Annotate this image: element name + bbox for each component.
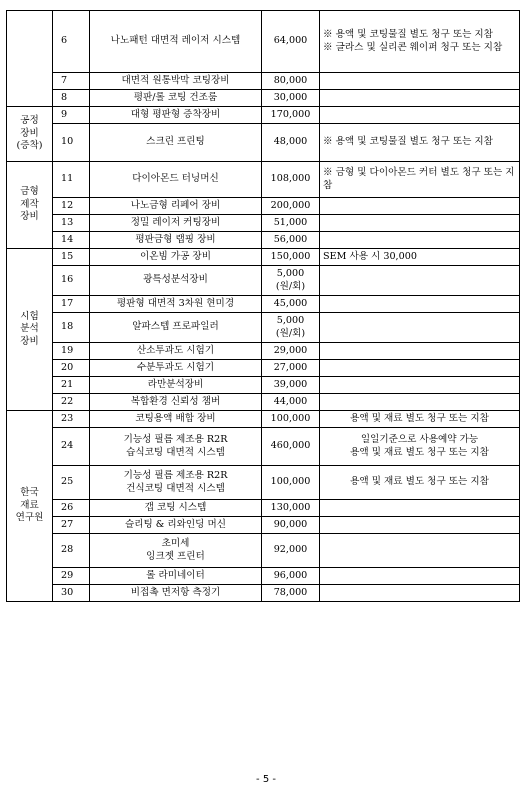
table-row	[7, 249, 520, 266]
remark	[320, 377, 520, 394]
usage-fee	[262, 534, 320, 568]
usage-fee	[262, 360, 320, 377]
page-number: - 5 -	[256, 774, 276, 785]
category-label: 공정	[20, 115, 39, 127]
equipment-name-text: 평판/롤 코팅 건조룸	[133, 91, 218, 103]
remark	[320, 249, 520, 266]
equipment-name-text: 건식코팅 대면적 시스템	[126, 482, 225, 494]
equipment-name-text: 기능성 필름 제조용 R2R	[123, 434, 228, 446]
remark-text: 일일기준으로 사용예약 가능	[360, 434, 479, 446]
equipment-name	[90, 198, 262, 215]
usage-fee	[262, 296, 320, 313]
row-number	[53, 534, 90, 568]
row-number	[53, 107, 90, 124]
equipment-name	[90, 377, 262, 394]
remark	[320, 73, 520, 90]
remark-text: SEM 사용 시 30,000	[323, 250, 417, 262]
row-number-text: 30	[61, 586, 74, 598]
equipment-name	[90, 313, 262, 343]
equipment-name-text: 코팅용액 배합 장비	[135, 412, 216, 424]
remark-text: ※ 금형 및 다이아몬드 커터 별도 청구 또는 지참	[323, 167, 515, 191]
remark	[320, 124, 520, 162]
remark	[320, 534, 520, 568]
usage-fee-text: 51,000	[273, 216, 308, 228]
category-cell	[7, 11, 53, 107]
equipment-name	[90, 466, 262, 500]
equipment-fee-table	[6, 10, 520, 602]
equipment-name-text: 평판금형 랩핑 장비	[135, 233, 216, 245]
table-row	[7, 215, 520, 232]
equipment-name	[90, 266, 262, 296]
table-row	[7, 517, 520, 534]
row-number-text: 22	[61, 395, 74, 407]
remark	[320, 162, 520, 198]
equipment-name	[90, 124, 262, 162]
equipment-name-text: 평판형 대면적 3차원 현미경	[116, 297, 235, 309]
table-row	[7, 11, 520, 73]
row-number-text: 20	[61, 361, 74, 373]
remark	[320, 107, 520, 124]
row-number	[53, 500, 90, 517]
row-number	[53, 343, 90, 360]
equipment-name-text: 라만분석장비	[147, 378, 204, 390]
equipment-name	[90, 568, 262, 585]
row-number	[53, 124, 90, 162]
remark	[320, 428, 520, 466]
usage-fee	[262, 394, 320, 411]
row-number-text: 15	[61, 250, 74, 262]
table-row	[7, 377, 520, 394]
category-cell	[7, 107, 53, 162]
usage-fee	[262, 249, 320, 266]
usage-fee-text: 29,000	[273, 344, 308, 356]
usage-fee-text: 150,000	[270, 250, 311, 262]
category-label: 재료	[20, 499, 39, 511]
usage-fee-text: 90,000	[273, 518, 308, 530]
usage-fee-text: 96,000	[273, 569, 308, 581]
row-number	[53, 215, 90, 232]
row-number-text: 6	[61, 35, 68, 47]
category-cell	[7, 249, 53, 411]
remark	[320, 266, 520, 296]
remark	[320, 585, 520, 602]
row-number	[53, 377, 90, 394]
row-number	[53, 428, 90, 466]
usage-fee-text: 92,000	[273, 544, 308, 556]
row-number-text: 11	[61, 173, 74, 185]
remark-text: ※ 용액 및 코팅물질 별도 청구 또는 지참	[323, 29, 493, 41]
table-row	[7, 394, 520, 411]
row-number-text: 10	[61, 136, 74, 148]
remark	[320, 90, 520, 107]
category-label: 제작	[20, 198, 39, 210]
remark-text: 용액 및 재료 별도 청구 또는 지참	[350, 446, 489, 458]
table-row	[7, 534, 520, 568]
usage-fee	[262, 107, 320, 124]
category-cell	[7, 162, 53, 249]
row-number	[53, 466, 90, 500]
usage-fee-text: 80,000	[273, 74, 308, 86]
equipment-name	[90, 296, 262, 313]
table-row	[7, 343, 520, 360]
usage-fee-text: 30,000	[273, 91, 308, 103]
equipment-name	[90, 90, 262, 107]
row-number	[53, 198, 90, 215]
equipment-name-text: 초미세	[161, 538, 190, 550]
remark	[320, 466, 520, 500]
usage-fee	[262, 266, 320, 296]
table-row	[7, 124, 520, 162]
row-number	[53, 232, 90, 249]
usage-fee	[262, 428, 320, 466]
usage-fee-text: 45,000	[273, 297, 308, 309]
table-row	[7, 360, 520, 377]
row-number	[53, 249, 90, 266]
row-number	[53, 296, 90, 313]
equipment-name-text: 기능성 필름 제조용 R2R	[123, 470, 228, 482]
usage-fee-text: 100,000	[270, 412, 311, 424]
category-label: 장비	[20, 335, 39, 347]
remark	[320, 296, 520, 313]
row-number	[53, 568, 90, 585]
row-number-text: 21	[61, 378, 74, 390]
category-cell	[7, 411, 53, 602]
equipment-name-text: 수분투과도 시험기	[136, 361, 215, 373]
equipment-name-text: 정밀 레이저 커팅장비	[130, 216, 221, 228]
row-number-text: 29	[61, 569, 74, 581]
usage-fee	[262, 343, 320, 360]
usage-fee-text: 100,000	[270, 476, 311, 488]
table-row	[7, 296, 520, 313]
equipment-name	[90, 394, 262, 411]
usage-fee-text: 170,000	[270, 108, 311, 120]
remark	[320, 500, 520, 517]
usage-fee-text: 64,000	[273, 35, 308, 47]
usage-fee	[262, 232, 320, 249]
row-number-text: 23	[61, 412, 74, 424]
row-number	[53, 394, 90, 411]
usage-fee-text: 5,000	[276, 268, 305, 280]
category-label: (증착)	[16, 140, 43, 152]
remark	[320, 394, 520, 411]
row-number-text: 7	[61, 74, 68, 86]
usage-fee	[262, 215, 320, 232]
usage-fee	[262, 568, 320, 585]
row-number-text: 14	[61, 233, 74, 245]
row-number-text: 25	[61, 476, 74, 488]
equipment-name	[90, 249, 262, 266]
category-label: 한국	[20, 487, 39, 499]
row-number	[53, 411, 90, 428]
equipment-name-text: 롤 라미네이터	[146, 569, 205, 581]
row-number	[53, 360, 90, 377]
usage-fee-text: 56,000	[273, 233, 308, 245]
remark	[320, 360, 520, 377]
row-number	[53, 73, 90, 90]
category-label: 금형	[20, 186, 39, 198]
table-row	[7, 162, 520, 198]
equipment-name-text: 대면적 원통박막 코팅장비	[121, 74, 230, 86]
equipment-name-text: 다이아몬드 터닝머신	[132, 173, 219, 185]
table-row	[7, 232, 520, 249]
usage-fee-text: 200,000	[270, 199, 311, 211]
remark-text: 용액 및 재료 별도 청구 또는 지참	[350, 412, 489, 424]
usage-fee	[262, 517, 320, 534]
row-number-text: 24	[61, 440, 74, 452]
row-number-text: 19	[61, 344, 74, 356]
usage-fee-text: 39,000	[273, 378, 308, 390]
equipment-name	[90, 162, 262, 198]
row-number	[53, 313, 90, 343]
row-number-text: 9	[61, 108, 68, 120]
remark	[320, 411, 520, 428]
row-number-text: 16	[61, 274, 74, 286]
table-row	[7, 90, 520, 107]
usage-fee-text: 27,000	[273, 361, 308, 373]
equipment-name-text: 나노패턴 대면적 레이저 시스템	[110, 35, 241, 47]
row-number	[53, 90, 90, 107]
usage-fee-text: 44,000	[273, 395, 308, 407]
row-number	[53, 266, 90, 296]
usage-fee-text: 108,000	[270, 173, 311, 185]
usage-fee-text: (원/회)	[275, 327, 306, 339]
equipment-name	[90, 500, 262, 517]
category-label: 연구원	[15, 512, 44, 524]
equipment-name	[90, 411, 262, 428]
equipment-name-text: 광특성분석장비	[143, 274, 208, 286]
table-row	[7, 266, 520, 296]
usage-fee	[262, 73, 320, 90]
equipment-name	[90, 360, 262, 377]
usage-fee-text: 5,000	[276, 315, 305, 327]
equipment-name	[90, 73, 262, 90]
equipment-name-text: 갭 코팅 시스템	[144, 501, 207, 513]
equipment-name	[90, 517, 262, 534]
row-number-text: 8	[61, 91, 68, 103]
category-label: 분석	[20, 323, 39, 335]
usage-fee-text: 48,000	[273, 136, 308, 148]
row-number-text: 28	[61, 544, 74, 556]
row-number-text: 17	[61, 297, 74, 309]
category-label: 장비	[20, 211, 39, 223]
usage-fee	[262, 500, 320, 517]
category-label: 시험	[20, 310, 39, 322]
remark	[320, 11, 520, 73]
table-row	[7, 313, 520, 343]
usage-fee	[262, 585, 320, 602]
equipment-name	[90, 534, 262, 568]
usage-fee	[262, 313, 320, 343]
remark	[320, 568, 520, 585]
remark	[320, 343, 520, 360]
equipment-name-text: 알파스텝 프로파일러	[132, 321, 219, 333]
remark	[320, 313, 520, 343]
equipment-name	[90, 232, 262, 249]
remark	[320, 198, 520, 215]
row-number	[53, 585, 90, 602]
equipment-name	[90, 215, 262, 232]
usage-fee	[262, 466, 320, 500]
row-number-text: 12	[61, 199, 74, 211]
equipment-name	[90, 585, 262, 602]
equipment-name-text: 비접촉 면저항 측정기	[130, 586, 221, 598]
equipment-name-text: 잉크젯 프린터	[146, 550, 205, 562]
usage-fee-text: 78,000	[273, 586, 308, 598]
category-label: 장비	[20, 127, 39, 139]
equipment-name-text: 습식코팅 대면적 시스템	[126, 446, 225, 458]
remark-text: ※ 글라스 및 실리콘 웨이퍼 청구 또는 지참	[323, 41, 503, 53]
equipment-name	[90, 428, 262, 466]
table-row	[7, 428, 520, 466]
remark	[320, 215, 520, 232]
table-row	[7, 411, 520, 428]
row-number-text: 18	[61, 321, 74, 333]
table-row	[7, 500, 520, 517]
equipment-name-text: 복합환경 신뢰성 챔버	[130, 395, 221, 407]
table-row	[7, 73, 520, 90]
usage-fee	[262, 377, 320, 394]
remark	[320, 517, 520, 534]
row-number-text: 13	[61, 216, 74, 228]
usage-fee-text: 460,000	[270, 440, 311, 452]
row-number	[53, 162, 90, 198]
usage-fee	[262, 11, 320, 73]
remark-text: ※ 용액 및 코팅물질 별도 청구 또는 지참	[323, 136, 493, 148]
equipment-name-text: 슬리팅 & 리와인딩 머신	[124, 518, 227, 530]
usage-fee	[262, 162, 320, 198]
table-row	[7, 568, 520, 585]
equipment-name-text: 나노금형 리페어 장비	[130, 199, 221, 211]
usage-fee-text: 130,000	[270, 501, 311, 513]
remark-text: 용액 및 재료 별도 청구 또는 지참	[350, 476, 489, 488]
equipment-name-text: 이온빔 가공 장비	[140, 250, 211, 262]
table-row	[7, 107, 520, 124]
table-row	[7, 466, 520, 500]
row-number	[53, 11, 90, 73]
remark	[320, 232, 520, 249]
row-number-text: 27	[61, 518, 74, 530]
row-number	[53, 517, 90, 534]
usage-fee	[262, 411, 320, 428]
equipment-name	[90, 343, 262, 360]
equipment-name	[90, 11, 262, 73]
equipment-name-text: 대형 평판형 증착장비	[130, 108, 221, 120]
equipment-name-text: 산소투과도 시험기	[136, 344, 215, 356]
equipment-name	[90, 107, 262, 124]
usage-fee	[262, 198, 320, 215]
equipment-name-text: 스크린 프린팅	[146, 136, 205, 148]
usage-fee	[262, 90, 320, 107]
usage-fee-text: (원/회)	[275, 280, 306, 292]
usage-fee	[262, 124, 320, 162]
row-number-text: 26	[61, 501, 74, 513]
table-row	[7, 198, 520, 215]
table-row	[7, 585, 520, 602]
